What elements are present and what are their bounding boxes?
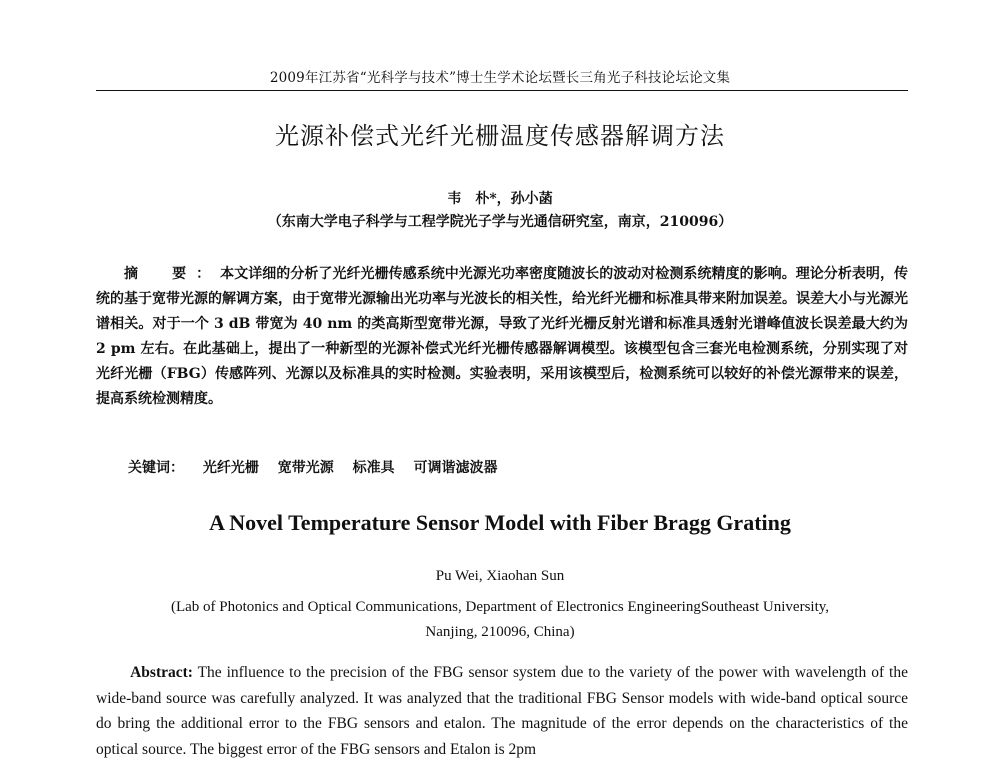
chinese-keywords bbox=[128, 456, 908, 480]
chinese-authors: 韦 朴*，孙小菡 bbox=[447, 191, 553, 207]
english-affiliation bbox=[150, 595, 850, 645]
chinese-affiliation: （东南大学电子科学与工程学院光子学与光通信研究室，南京，210096） bbox=[267, 214, 733, 230]
chinese-abstract-text: 本文详细的分析了光纤光栅传感系统中光源光功率密度随波长的波动对检测系统精度的影响。理论分析表明，传统的基于宽带光源的解调方案，由于宽带光源输出光功率与光波长的相关性，给光纤光栅和标准具带来附加误差。误差大小与光源光谱相关。对于一个 3 dB 带宽为 40 nm 的类高斯型宽带光源，导致了光纤光栅反射光谱和标准具透射光谱峰值波长误差最大约为 2 pm 左右。在此基础上，提出了一种新型的光源补偿式光纤光栅传感器解调模型。该模型包含三套光电检测系统，分别实现了对光纤光栅（FBG）传感阵列、光源以及标准具的实时检测。实验表明，采用该模型后，检测系统可以较好的补偿光源带来的误差，提高系统检测精度。 bbox=[96, 266, 908, 407]
header-rule bbox=[96, 90, 908, 91]
keyword: 可调谐滤波器 bbox=[413, 460, 498, 476]
english-title: A Novel Temperature Sensor Model with Fiber Bragg Grating bbox=[209, 510, 791, 535]
running-header: 2009年江苏省“光科学与技术”博士生学术论坛暨长三角光子科技论坛论文集 bbox=[269, 70, 731, 86]
english-authors: Pu Wei, Xiaohan Sun bbox=[435, 568, 565, 584]
english-abstract-label: Abstract: bbox=[130, 664, 193, 681]
keyword: 标准具 bbox=[352, 460, 395, 476]
english-abstract-text: The influence to the precision of the FBG sensor system due to the variety of the power with wavelength of the wide-band source was carefully analyzed. It was analyzed that the traditional FBG Sensor models with wide-band optical source do bring the additional error to the FBG sensors and etalon. The magnitude of the error depends on the characteristics of the optical source. The biggest error of the FBG sensors and Etalon is 2pm bbox=[96, 664, 908, 758]
chinese-abstract bbox=[96, 262, 908, 412]
chinese-title: 光源补偿式光纤光栅温度传感器解调方法 bbox=[275, 122, 725, 150]
chinese-abstract-label: 摘 要： bbox=[124, 266, 221, 282]
chinese-keywords-label: 关键词： bbox=[128, 460, 184, 476]
keyword: 宽带光源 bbox=[277, 460, 334, 476]
english-abstract bbox=[96, 660, 908, 762]
english-affiliation-line: Nanjing, 210096, China) bbox=[425, 624, 575, 640]
english-affiliation-line: (Lab of Photonics and Optical Communications, Department of Electronics EngineeringSoutheast University, bbox=[170, 599, 830, 615]
keyword: 光纤光栅 bbox=[202, 460, 259, 476]
